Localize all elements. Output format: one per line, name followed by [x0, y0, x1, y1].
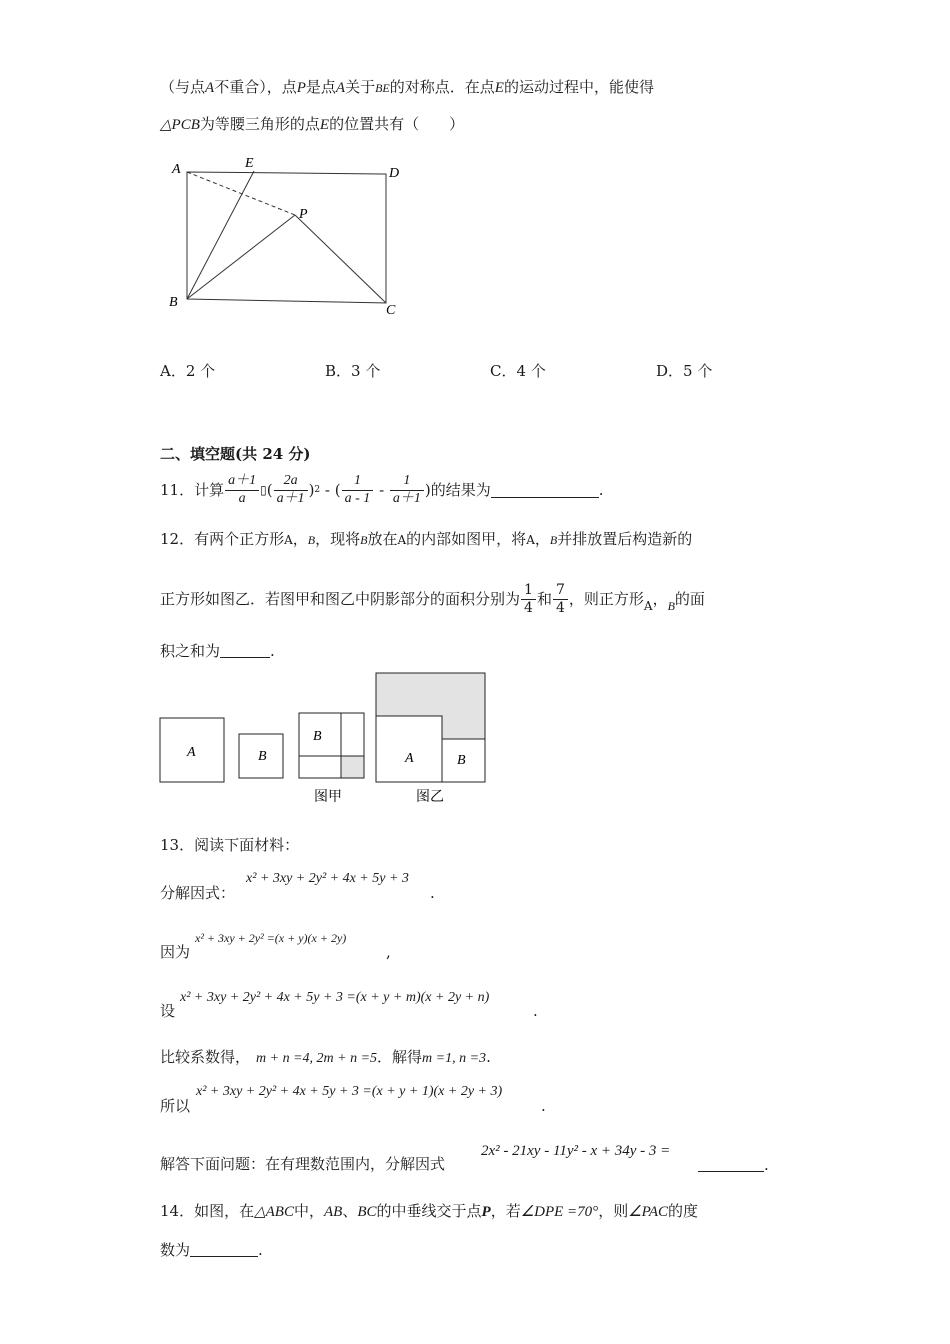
- q13-line3-label: 设: [160, 1002, 176, 1020]
- q13-title: 13．阅读下面材料：: [160, 836, 300, 854]
- section-heading: 二、填空题(共 24 分): [160, 445, 311, 463]
- label-p: P: [299, 207, 308, 222]
- label-e: E: [245, 156, 254, 171]
- square-a-label: A: [187, 745, 196, 760]
- q12-answer-blank[interactable]: [220, 643, 270, 658]
- option-a[interactable]: A．2 个: [160, 362, 216, 380]
- q12-frac1: $\frac{1}{4}$: [521, 583, 536, 615]
- yi-square-a: [376, 716, 442, 782]
- q10-line1: （与点A不重合），点P是点A关于BE的对称点．在点E的运动过程中，能使得: [160, 78, 654, 96]
- option-b[interactable]: B．3 个: [325, 362, 381, 380]
- jia-b-label: B: [313, 729, 322, 744]
- q10-line2: △PCB为等腰三角形的点E的位置共有（ ）: [160, 115, 465, 133]
- option-d[interactable]: D．5 个: [656, 362, 713, 380]
- q13-line1-end: .: [430, 884, 435, 902]
- q13-line6-expr: 2x² - 21xy - 11y² - x + 34y - 3 =: [481, 1143, 671, 1159]
- q12-line3: 积之和为 .: [160, 642, 275, 660]
- q14-answer-blank[interactable]: [190, 1242, 258, 1257]
- q13-line5-expr: x² + 3xy + 2y² + 4x + 5y + 3 =(x + y + 1)(x + 2y + 3): [196, 1084, 503, 1099]
- q10-figure: [160, 150, 420, 325]
- q13-line2-label: 因为: [160, 943, 191, 961]
- q14-line2: 数为 .: [160, 1241, 263, 1259]
- label-d: D: [389, 166, 400, 181]
- q13-line5-label: 所以: [160, 1097, 191, 1115]
- caption-yi: 图乙: [416, 790, 444, 805]
- q11-frac4: $\frac{1}{a+1}$: [390, 474, 424, 506]
- square-b-label: B: [258, 749, 267, 764]
- segment-bp: [187, 215, 295, 299]
- q11-answer-blank[interactable]: [491, 483, 599, 498]
- q12-line2: 正方形如图乙．若图甲和图乙中阴影部分的面积分别为 $\frac{1}{4}$ 和 $\frac{7}{4}$ ，则正方形 A ， B 的面: [160, 581, 705, 616]
- q11-line: 11．计算 $\frac{a+1}{a}$ ▯ ( $\frac{2a}{a+1}$ ) 2 - ( $\frac{1}{a - 1}$ - $\frac{1}{a+1}$ ) 的结果为 .: [160, 472, 604, 506]
- rectangle-abcd: [187, 172, 386, 303]
- q13-line1-label: 分解因式：: [160, 884, 236, 902]
- segment-be: [187, 171, 254, 299]
- q12-line1: 12．有两个正方形A，B，现将B放在A的内部如图甲，将A，B并排放置后构造新的: [160, 530, 693, 548]
- q13-line2-expr: x² + 3xy + 2y² =(x + y)(x + 2y): [195, 931, 347, 945]
- q12-frac2: $\frac{7}{4}$: [553, 583, 568, 615]
- q13-line1-expr: x² + 3xy + 2y² + 4x + 5y + 3: [246, 871, 409, 886]
- label-c: C: [386, 303, 396, 318]
- q11-frac2: $\frac{2a}{a+1}$: [274, 474, 308, 506]
- caption-jia: 图甲: [314, 790, 342, 805]
- label-a: A: [172, 162, 181, 177]
- q13-line6-blank-wrap: .: [698, 1157, 769, 1173]
- q13-line5-end: .: [541, 1097, 546, 1115]
- jia-shaded-region: [341, 756, 364, 778]
- q13-line4: 比较系数得， m + n =4, 2m + n =5．解得m =1, n =3.: [160, 1048, 491, 1066]
- segment-pc: [295, 215, 386, 303]
- q13-line3-expr: x² + 3xy + 2y² + 4x + 5y + 3 =(x + y + m)(x + 2y + n): [180, 990, 490, 1005]
- q13-answer-blank[interactable]: [698, 1157, 764, 1172]
- q14-line1: 14．如图，在△ABC中，AB、BC的中垂线交于点P，若∠DPE =70°，则∠PAC的度: [160, 1202, 699, 1220]
- label-b: B: [169, 295, 178, 310]
- yi-b-label: B: [457, 753, 466, 768]
- q13-line3-end: .: [533, 1002, 538, 1020]
- q11-frac1: $\frac{a+1}{a}$: [225, 474, 259, 506]
- q12-figures: [155, 668, 495, 808]
- q13-line2-end: ,: [386, 943, 391, 961]
- option-c[interactable]: C．4 个: [490, 362, 546, 380]
- q13-line6: 解答下面问题：在有理数范围内，分解因式: [160, 1155, 446, 1173]
- dashed-segment-ap: [187, 172, 295, 215]
- yi-a-label: A: [405, 751, 414, 766]
- q11-frac3: $\frac{1}{a - 1}$: [342, 474, 374, 506]
